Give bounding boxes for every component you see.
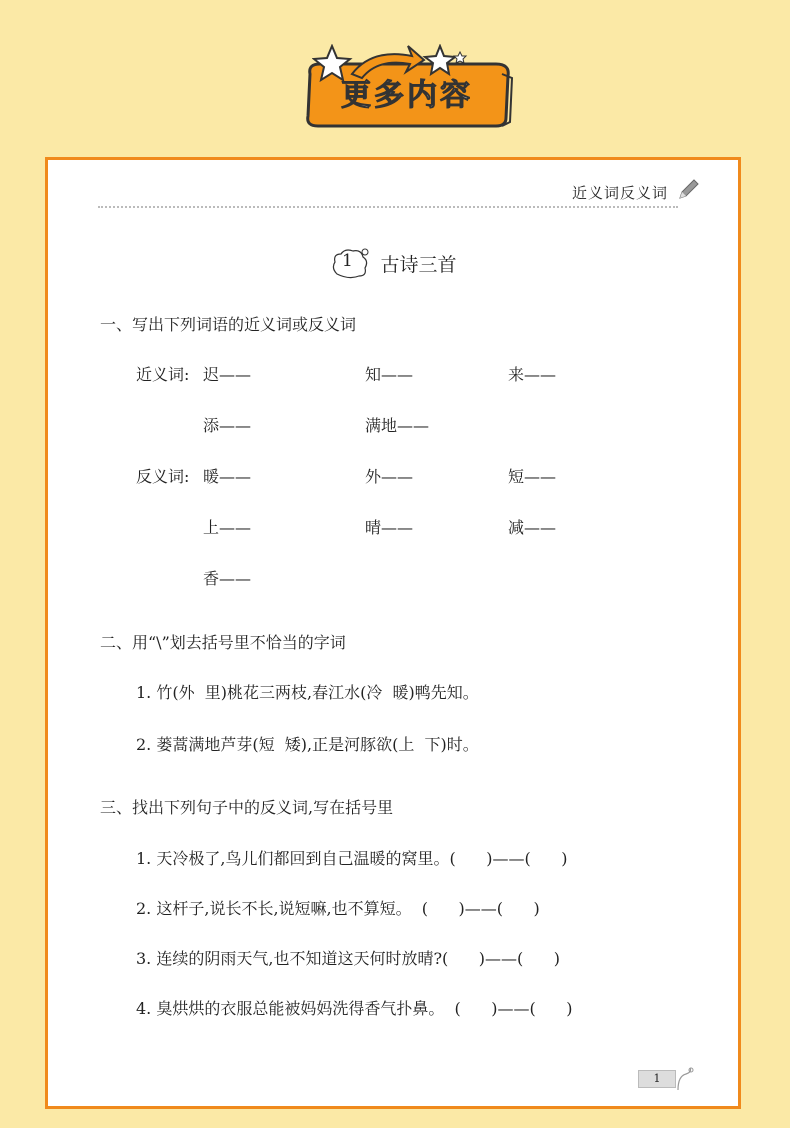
antonym-label: 反义词: bbox=[136, 467, 190, 486]
synonym-item: 满地—— bbox=[365, 416, 430, 435]
worksheet-card bbox=[45, 157, 741, 1109]
section2-title: 二、用“\”划去括号里不恰当的字词 bbox=[100, 633, 346, 652]
section2-item: 1. 竹(外 里)桃花三两枝,春江水(冷 暖)鸭先知。 bbox=[136, 683, 479, 702]
section3-item: 1. 天冷极了,鸟儿们都回到自己温暖的窝里。( )——( ) bbox=[136, 849, 568, 868]
synonym-item: 来—— bbox=[508, 365, 557, 384]
pencil-icon bbox=[676, 178, 700, 202]
antonym-item: 晴—— bbox=[365, 518, 414, 537]
section3-item: 4. 臭烘烘的衣服总能被妈妈洗得香气扑鼻。 ( )——( ) bbox=[136, 999, 573, 1018]
section3-item: 2. 这杆子,说长不长,说短嘛,也不算短。 ( )——( ) bbox=[136, 899, 540, 918]
antonym-item: 上—— bbox=[203, 518, 252, 537]
header-divider bbox=[98, 206, 678, 208]
header-label: 近义词反义词 bbox=[571, 184, 668, 202]
lesson-badge bbox=[329, 246, 371, 280]
antonym-item: 香—— bbox=[203, 569, 252, 588]
lesson-title: 古诗三首 bbox=[380, 253, 457, 276]
lesson-heading bbox=[48, 246, 738, 280]
synonym-label: 近义词: bbox=[136, 365, 190, 384]
star-decoration-icon bbox=[312, 44, 472, 84]
section1-title: 一、写出下列词语的近义词或反义词 bbox=[100, 315, 357, 334]
section3-item: 3. 连续的阴雨天气,也不知道这天何时放晴?( )——( ) bbox=[136, 949, 561, 968]
synonym-item: 添—— bbox=[203, 416, 252, 435]
synonym-item: 知—— bbox=[365, 365, 414, 384]
section2-item: 2. 蒌蒿满地芦芽(短 矮),正是河豚欲(上 下)时。 bbox=[136, 735, 479, 754]
synonym-item: 迟—— bbox=[203, 365, 252, 384]
swirl-decoration-icon bbox=[674, 1066, 696, 1092]
section3-title: 三、找出下列句子中的反义词,写在括号里 bbox=[100, 798, 394, 817]
page-number: 1 bbox=[638, 1070, 676, 1088]
antonym-item: 短—— bbox=[508, 467, 557, 486]
lesson-number: 1 bbox=[342, 251, 353, 271]
banner-title: 更多内容 bbox=[341, 78, 473, 113]
antonym-item: 外—— bbox=[365, 467, 414, 486]
antonym-item: 暖—— bbox=[203, 467, 252, 486]
antonym-item: 减—— bbox=[508, 518, 557, 537]
